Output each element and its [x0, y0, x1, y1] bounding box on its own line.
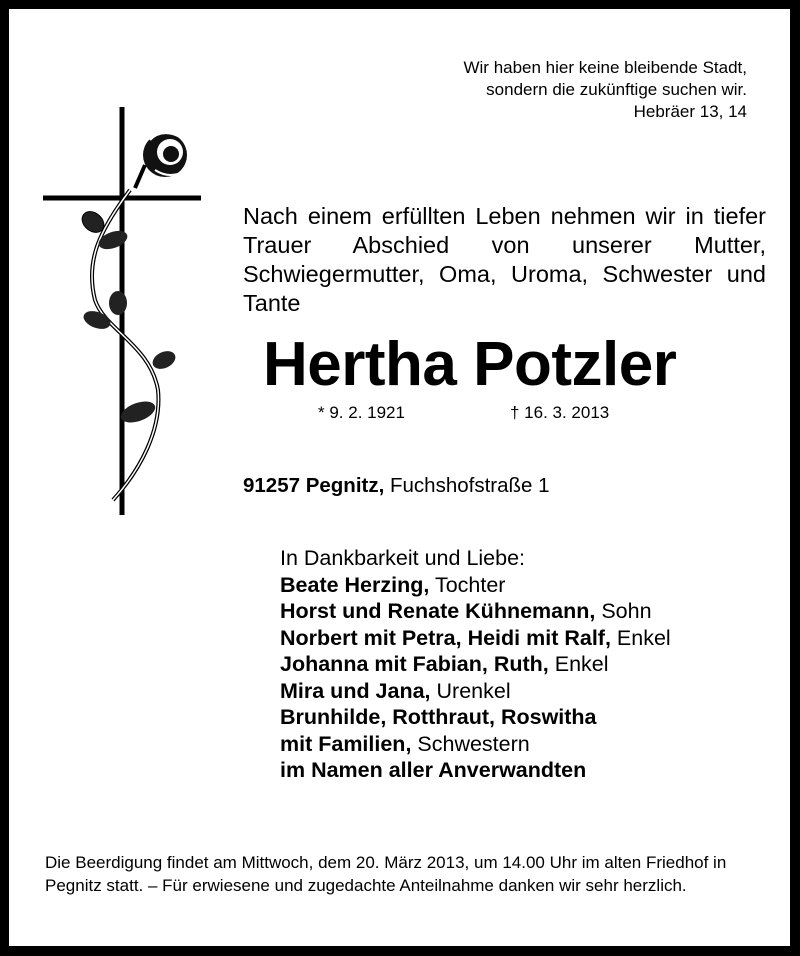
family-relation: Sohn [595, 599, 652, 623]
family-relation: Schwestern [411, 731, 530, 756]
family-line [280, 757, 671, 784]
address [243, 474, 550, 498]
family-line [280, 731, 671, 758]
quote-line: Wir haben hier keine bleibende Stadt, [463, 58, 747, 77]
family-line [280, 678, 671, 705]
family-names: Norbert mit Petra, Heidi mit Ralf, [280, 625, 611, 650]
funeral-info: Die Beerdigung findet am Mittwoch, dem 20. März 2013, um 14.00 Uhr im alten Friedhof in Pegnitz statt. – Für erwiesene und zugedachte Anteilnahme danken wir sehr herzlich. [45, 853, 727, 895]
death-date: † 16. 3. 2013 [510, 403, 610, 422]
quote-source: Hebräer 13, 14 [633, 102, 747, 121]
family-names: Mira und Jana, [280, 678, 431, 703]
deceased-name: Hertha Potzler [263, 330, 677, 399]
family-names: mit Familien, [280, 731, 412, 756]
family-relation: Enkel [548, 652, 609, 676]
family-names: im Namen aller Anverwandten [280, 758, 587, 782]
family-relation: Enkel [610, 625, 671, 650]
family-relation: Urenkel [430, 678, 511, 703]
family-list [280, 545, 671, 784]
family-names: Horst und Renate Kühnemann, [280, 599, 596, 623]
family-names: Johanna mit Fabian, Ruth, [280, 652, 549, 676]
quote-line: sondern die zukünftige suchen wir. [486, 80, 747, 99]
family-line [280, 598, 671, 625]
family-line [280, 651, 671, 678]
family-line [280, 625, 671, 652]
birth-date: * 9. 2. 1921 [318, 403, 405, 422]
family-names: Brunhilde, Rotthraut, Roswitha [280, 705, 597, 729]
address-city: 91257 Pegnitz, [243, 474, 385, 497]
family-line [280, 704, 671, 731]
family-relation: Tochter [429, 572, 506, 597]
intro-text: Nach einem erfüllten Leben nehmen wir in tiefer Trauer Abschied von unserer Mutter, Schwiegermutter, Oma, Uroma, Schwester und Tante [243, 203, 766, 316]
family-line [280, 572, 671, 599]
family-heading: In Dankbarkeit und Liebe: [280, 546, 526, 570]
cross-with-rose-icon [9, 9, 249, 529]
family-names: Beate Herzing, [280, 572, 430, 597]
address-street: Fuchshofstraße 1 [384, 474, 550, 497]
bible-quote [347, 57, 747, 123]
obituary-notice [9, 9, 790, 946]
